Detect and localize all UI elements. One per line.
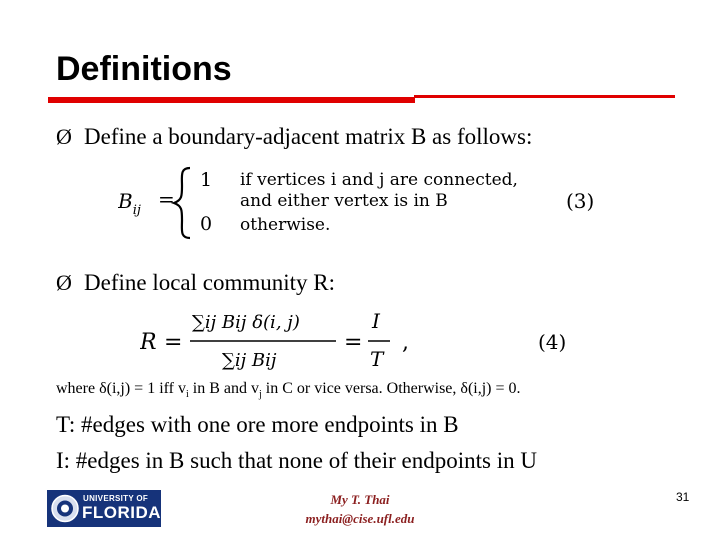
- bullet-text: Define a boundary-adjacent matrix B as follows:: [84, 124, 533, 149]
- eq2-comma: ,: [402, 330, 409, 355]
- title-underline-thick: [48, 97, 415, 103]
- eq1-case2-value: 0: [200, 213, 213, 235]
- eq2-frac2-numerator: I: [372, 309, 380, 333]
- author-name: My T. Thai: [330, 492, 390, 507]
- footer-author: [280, 490, 440, 528]
- eq2-number: (4): [538, 330, 567, 354]
- eq1-case2-text: otherwise.: [240, 215, 331, 235]
- eq2-denominator: ∑ij Bij: [222, 350, 277, 371]
- eq1-left-brace: [174, 168, 190, 238]
- bullet-local-community: [56, 270, 335, 296]
- eq1-case1-text-line2: and either vertex is in B: [240, 191, 448, 211]
- title-underline-thin: [414, 95, 675, 98]
- eq1-case1-value: 1: [200, 169, 213, 191]
- eq2-lhs: R: [140, 330, 157, 355]
- definition-I: I: #edges in B such that none of their endpoints in U: [56, 448, 538, 473]
- eq1-number: (3): [566, 189, 595, 213]
- university-logo: [47, 490, 161, 527]
- eq1-equals: =: [158, 187, 175, 211]
- bullet-text: Define local community R:: [84, 270, 336, 295]
- arrow-bullet-icon: Ø: [56, 124, 72, 149]
- eq2-frac2-denominator: T: [370, 347, 384, 371]
- eq1-lhs: $B_{ij}$: [118, 189, 141, 218]
- equation-local-community: [140, 306, 580, 376]
- where-line: where δ(i,j) = 1 iff $v_i$ in B and $v_j$ in C or vice versa. Otherwise, δ(i,j) = 0.: [56, 380, 521, 401]
- arrow-bullet-icon: Ø: [56, 270, 72, 295]
- eq2-numerator: ∑ij Bij δ(i, j): [192, 312, 300, 333]
- slide-title: Definitions: [56, 50, 232, 88]
- page-number: 31: [676, 490, 690, 504]
- logo-line1: UNIVERSITY OF: [83, 494, 149, 503]
- logo-line2: FLORIDA: [82, 503, 162, 522]
- definition-T: T: #edges with one ore more endpoints in B: [56, 412, 459, 437]
- equation-boundary-matrix: [118, 162, 608, 244]
- author-email: mythai@cise.ufl.edu: [305, 511, 415, 526]
- eq1-case1-text-line1: if vertices i and j are connected,: [240, 170, 518, 190]
- bullet-boundary-matrix: [56, 124, 532, 150]
- eq2-equals2: =: [344, 330, 363, 355]
- eq2-equals: =: [164, 330, 183, 355]
